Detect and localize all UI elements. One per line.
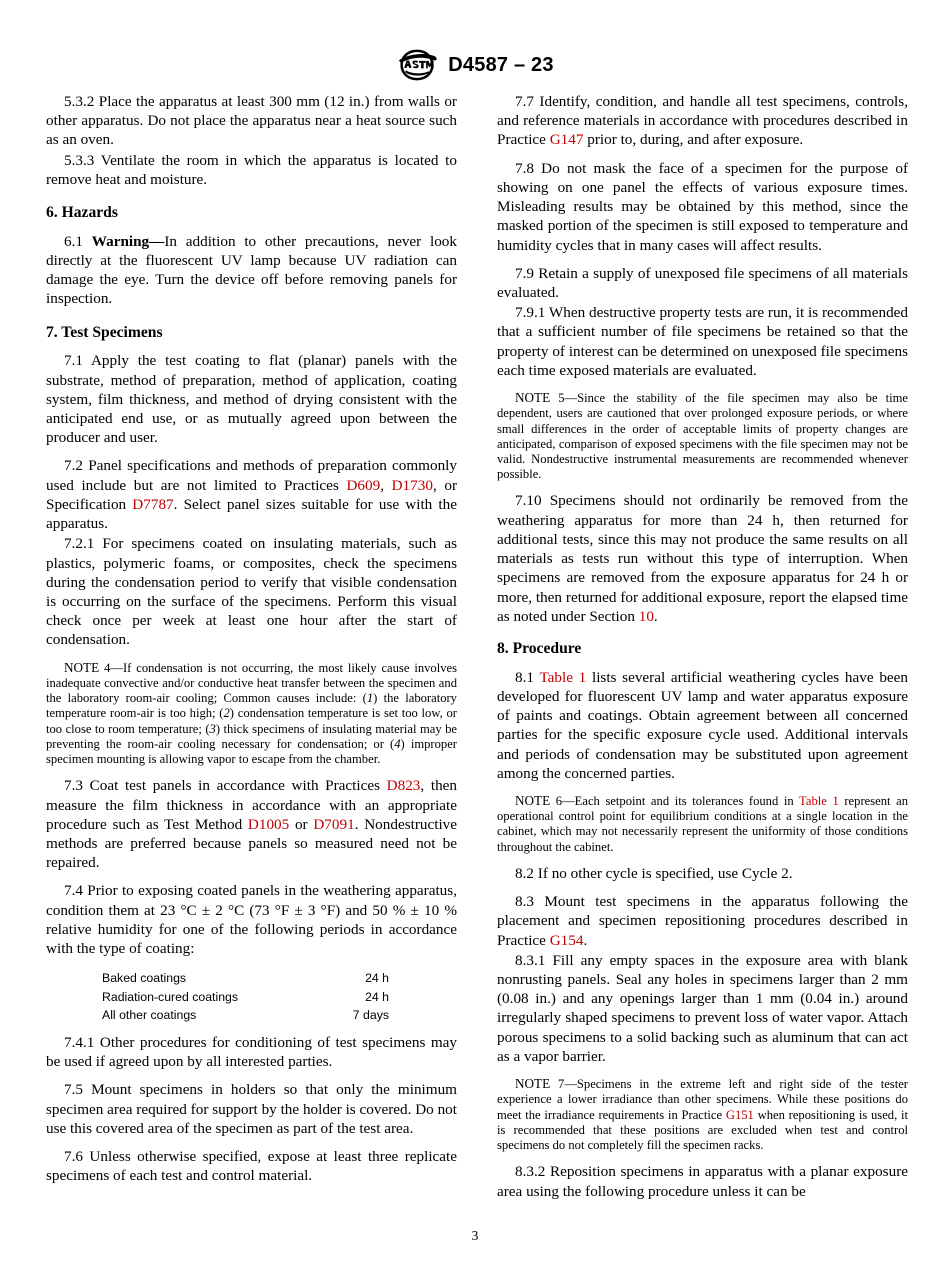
left-column [46, 92, 457, 1197]
paragraph-7-2-text-d: . Select panel sizes suitable for use with the apparatus. [46, 495, 457, 533]
paragraph-7-3 [46, 776, 457, 872]
paragraph-7-2-text-c: , or Specification [46, 476, 457, 513]
paragraph-6-1-text: In addition to other precautions, never look directly at the fluorescent UV lamp because UV radiation can damage the eye. Turn the device off before removing panels for inspection. [46, 232, 457, 308]
paragraph-7-3-text-d: . Nondestructive methods are preferred because panels so measured need not be repaired. [46, 815, 457, 872]
conditioning-period: 24 h [365, 971, 389, 986]
paragraph-8-3-1: 8.3.1 Fill any empty spaces in the exposure area with blank nonrusting panels. Seal any holes in specimens larger than 2 mm (0.08 in.) and any openings larger than 1 mm (0.04 in.) around irregularly shaped specimens to prevent loss of water vapor. Attach porous specimens to a solid backing such as aluminum that can act as a vapor barrier. [497, 951, 908, 1065]
coating-type: All other coatings [102, 1008, 197, 1023]
note-4 [46, 660, 457, 768]
link-table-1[interactable]: Table 1 [799, 794, 839, 809]
coating-type: Baked coatings [102, 971, 187, 986]
note-4-text-d: ) thick specimens of insulating material may be preventing the room-air cooling necessary for condensation; or ( [46, 721, 457, 751]
table-row [46, 1006, 457, 1025]
note-5 [497, 390, 908, 482]
link-table-1[interactable]: Table 1 [539, 668, 587, 686]
paragraph-7-2-text-a: 7.2 Panel specifications and methods of preparation commonly used include but are not limited to Practices [46, 457, 457, 494]
conditioning-period: 24 h [365, 989, 389, 1004]
paragraph-7-1: 7.1 Apply the test coating to flat (planar) panels with the substrate, method of preparation, method of application, coating system, film thickness, and method of drying consistent with the anticipated end use, or as mutually agreed upon between the producer and user. [46, 352, 457, 447]
paragraph-8-3 [497, 892, 908, 950]
note-4-text-a: 4—If condensation is not occurring, the most likely cause involves inadequate convective and/or conductive heat transfer between the specimen and the laboratory room-air cooling; Common causes include: ( [46, 660, 457, 706]
paragraph-8-1-text: lists several artificial weathering cycles have been developed for fluorescent UV lamp and water apparatus exposure of paints and coatings. Obtain agreement between all concerned parties for the specific exposure cycle used. Additional intervals and periods of condensation may be substituted upon agreement among the concerned parties. [497, 668, 908, 782]
paragraph-8-1 [497, 668, 908, 783]
note-4-item-4: 4 [394, 736, 401, 751]
note-5-label: NOTE [515, 390, 551, 406]
note-7-text-a: 7—Specimens in the extreme left and right side of the tester experience a lower irradiance than other specimens. While these positions do meet the irradiance requirements in Practice [497, 1077, 908, 1122]
paragraph-7-5: 7.5 Mount specimens in holders so that only the minimum specimen area required for support by the holder is covered. Do not use this covered area of the specimen as part of the test area. [46, 1081, 457, 1137]
paragraph-8-1-number: 8.1 [515, 668, 540, 686]
table-row [46, 969, 457, 988]
paragraph-7-2 [46, 456, 457, 533]
link-d823[interactable]: D823 [386, 777, 421, 795]
paragraph-7-2-text-b: , [380, 476, 392, 494]
note-4-text-b: ) the laboratory temperature room-air is too high; ( [46, 691, 457, 721]
two-column-body [46, 92, 909, 1200]
paragraph-7-3-text-a: 7.3 Coat test panels in accordance with Practices [64, 777, 387, 795]
heading-6-hazards: 6. Hazards [46, 204, 118, 222]
paragraph-7-3-text-b: , then measure the film thickness in accordance with an appropriate procedure such as Test Method [46, 777, 457, 833]
paragraph-6-1 [46, 232, 457, 309]
page-number: 3 [471, 1228, 479, 1243]
right-column [497, 92, 909, 1200]
note-6 [497, 793, 908, 855]
note-7 [497, 1076, 908, 1153]
link-d609[interactable]: D609 [346, 476, 381, 494]
link-d1730[interactable]: D1730 [391, 476, 433, 494]
paragraph-7-2-1: 7.2.1 For specimens coated on insulating materials, such as plastics, polymeric foams, or composites, check the specimens during the condensation period to verify that visible condensation is occurring on the surface of the specimens. Perform this visual check once per week at least one hour after the start of condensation. [46, 535, 457, 649]
warning-label: Warning— [91, 232, 165, 250]
note-7-text-b: when repositioning is used, it is recommended that these positions are excluded when test and control specimens do not completely fill the specimen racks. [497, 1107, 908, 1153]
paragraph-7-10-text-a: 7.10 Specimens should not ordinarily be removed from the weathering apparatus for more than 24 h, then returned for additional tests, since this may not produce the same results on all materials as tests run without this type of interruption. When specimens are removed from the exposure apparatus for 24 h or more, then returned for additional exposure, report the elapsed time as noted under Section [497, 492, 908, 625]
note-6-text-a: 6—Each setpoint and its tolerances found in [550, 794, 800, 809]
link-d7787[interactable]: D7787 [132, 495, 174, 513]
paragraph-6-1-number: 6.1 [64, 232, 92, 250]
note-4-item-3: 3 [209, 721, 216, 736]
paragraph-7-10-text-b: . [653, 607, 658, 625]
paragraph-7-7-text-a: 7.7 Identify, condition, and handle all test specimens, controls, and reference materials in accordance with procedures described in Practice [497, 93, 908, 149]
paragraph-7-9: 7.9 Retain a supply of unexposed file specimens of all materials evaluated. [497, 264, 908, 301]
heading-8-procedure: 8. Procedure [497, 640, 582, 657]
paragraph-7-10 [497, 491, 908, 626]
heading-7-test-specimens: 7. Test Specimens [46, 323, 163, 341]
link-g147[interactable]: G147 [549, 131, 584, 149]
note-4-item-1: 1 [366, 691, 374, 706]
link-g154[interactable]: G154 [549, 931, 584, 949]
paragraph-7-8: 7.8 Do not mask the face of a specimen for the purpose of showing on one panel the effects of various exposure times. Misleading results may be obtained by this method, since the masked portion of the specimen is still exposed to temperature and humidity cycles that in many cases will affect results. [497, 159, 908, 254]
conditioning-periods-table [46, 969, 457, 1025]
paragraph-7-7-text-b: prior to, during, and after exposure. [583, 131, 804, 149]
paragraph-7-6: 7.6 Unless otherwise specified, expose at least three replicate specimens of each test and control material. [46, 1147, 457, 1185]
page-header [0, 48, 950, 82]
note-4-item-2: 2 [223, 706, 230, 721]
paragraph-5-3-2: 5.3.2 Place the apparatus at least 300 mm (12 in.) from walls or other apparatus. Do not place the apparatus near a heat source such as an oven. [46, 93, 457, 149]
paragraph-8-3-2: 8.3.2 Reposition specimens in apparatus with a planar exposure area using the following procedure unless it can be [497, 1163, 908, 1200]
link-d1005[interactable]: D1005 [247, 815, 290, 833]
note-5-text: 5—Since the stability of the file specimen may also be time dependent, users are cautioned that over prolonged exposure periods, or where small differences in the order of acceptable limits of property changes are anticipated, comparison of exposed specimens with the file specimen may not be valid. Nondestructive instrumental measurements are recommended whenever possible. [497, 391, 908, 482]
page-footer [0, 1228, 950, 1244]
paragraph-8-2: 8.2 If no other cycle is specified, use Cycle 2. [515, 864, 793, 882]
paragraph-8-3-text-a: 8.3 Mount test specimens in the apparatus following the placement and specimen repositioning procedures described in Practice [497, 893, 908, 949]
paragraph-5-3-3: 5.3.3 Ventilate the room in which the apparatus is located to remove heat and moisture. [46, 151, 457, 188]
paragraph-7-4: 7.4 Prior to exposing coated panels in the weathering apparatus, condition them at 23 °C ± 2 °C (73 °F ± 3 °F) and 50 % ± 10 % relative humidity for one of the following periods in accordance with the type of coating: [46, 882, 457, 958]
note-6-text-b: represent an operational control point for equilibrium conditions at a single location in the cabinet, which may not necessarily represent the uniformity of those conditions throughout the cabinet. [497, 794, 909, 854]
note-4-label: NOTE [64, 659, 100, 675]
link-g151[interactable]: G151 [725, 1107, 754, 1122]
table-row [46, 988, 457, 1007]
astm-logo-icon [396, 48, 438, 82]
note-6-label: NOTE [515, 793, 551, 809]
conditioning-period: 7 days [352, 1008, 389, 1023]
note-4-text-c: ) condensation temperature is set too low, or too close to room temperature; ( [46, 706, 457, 736]
paragraph-7-9-1: 7.9.1 When destructive property tests are run, it is recommended that a sufficient number of file specimens be retained so that the property of interest can be determined on unexposed file specimens each time exposed materials are evaluated. [497, 304, 908, 379]
note-7-label: NOTE [515, 1076, 551, 1092]
link-d7091[interactable]: D7091 [313, 815, 355, 833]
paragraph-7-4-1: 7.4.1 Other procedures for conditioning of test specimens may be used if agreed upon by all interested parties. [46, 1033, 457, 1071]
document-designation: D4587 – 23 [448, 53, 554, 76]
note-4-text-e: ) improper specimen mounting is allowing vapor to escape from the chamber. [46, 736, 457, 767]
link-section-10[interactable]: 10 [638, 607, 654, 625]
paragraph-7-7 [497, 92, 908, 150]
paragraph-8-3-text-b: . [583, 931, 588, 949]
paragraph-7-3-text-c: or [289, 815, 314, 833]
coating-type: Radiation-cured coatings [102, 989, 239, 1004]
